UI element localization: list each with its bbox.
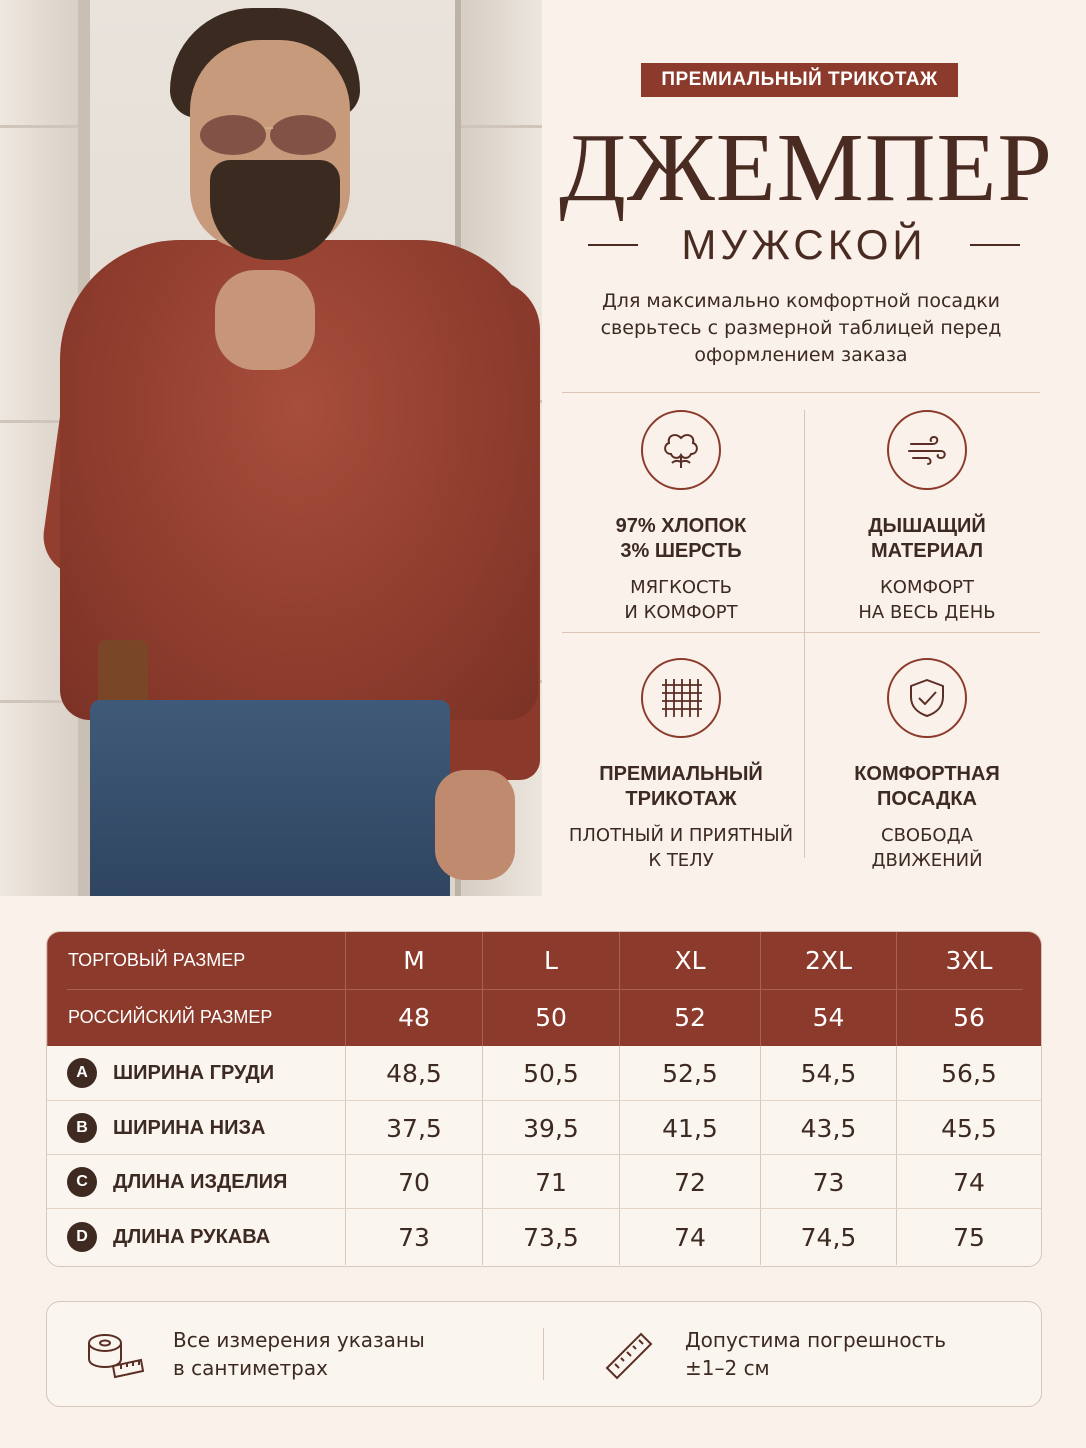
letter-badge: C [67,1167,97,1197]
value-cell: 74,5 [760,1209,896,1265]
feature-knit [561,658,801,873]
table-row [47,1100,1041,1155]
feature-subtitle: МЯГКОСТЬ И КОМФОРТ [624,577,738,623]
feature-title: ПРЕМИАЛЬНЫЙ ТРИКОТАЖ [599,763,763,810]
ru-size-label: РОССИЙСКИЙ РАЗМЕР [47,989,345,1046]
table-row [47,1046,1041,1100]
value-cell: 70 [345,1155,482,1209]
feature-title: КОМФОРТНАЯ ПОСАДКА [854,763,1000,810]
size-table [46,931,1042,1267]
value-cell: 71 [482,1155,619,1209]
premium-badge: ПРЕМИАЛЬНЫЙ ТРИКОТАЖ [641,63,958,97]
letter-badge: A [67,1058,97,1088]
ru-size-row [47,989,1041,1046]
trade-size-row [47,932,1041,989]
feature-composition [561,410,801,625]
note-text: Допустима погрешность ±1–2 см [685,1328,946,1380]
size-cell: XL [619,932,760,989]
product-photo [0,0,542,896]
shield-check-icon [887,658,967,738]
row-label [47,1155,345,1209]
divider [543,1328,544,1380]
feature-subtitle: СВОБОДА ДВИЖЕНИЙ [871,825,983,871]
value-cell: 45,5 [896,1101,1041,1155]
row-label-text: ДЛИНА ИЗДЕЛИЯ [113,1170,288,1193]
letter-badge: B [67,1113,97,1143]
knit-grid-icon [641,658,721,738]
table-row [47,1154,1041,1209]
trade-size-label: ТОРГОВЫЙ РАЗМЕР [47,932,345,989]
value-cell: 48,5 [345,1046,482,1100]
size-cell: 48 [345,989,482,1046]
divider [562,392,1040,393]
value-cell: 50,5 [482,1046,619,1100]
feature-fit [807,658,1047,873]
value-cell: 56,5 [896,1046,1041,1100]
size-cell: 54 [760,989,896,1046]
value-cell: 54,5 [760,1046,896,1100]
divider [804,410,805,858]
value-cell: 73 [345,1209,482,1265]
wind-icon [887,410,967,490]
value-cell: 74 [619,1209,760,1265]
value-cell: 74 [896,1155,1041,1209]
row-label-text: ШИРИНА ГРУДИ [113,1061,275,1084]
feature-subtitle: ПЛОТНЫЙ И ПРИЯТНЫЙ К ТЕЛУ [568,825,794,871]
notes-panel [46,1301,1042,1407]
value-cell: 73 [760,1155,896,1209]
subtitle-row [588,222,1020,268]
value-cell: 73,5 [482,1209,619,1265]
ruler-icon [603,1328,655,1380]
page-subtitle: МУЖСКОЙ [681,221,927,268]
size-cell: M [345,932,482,989]
value-cell: 72 [619,1155,760,1209]
row-label-text: ДЛИНА РУКАВА [113,1225,271,1248]
feature-breathable [807,410,1047,625]
page-title: ДЖЕМПЕР [559,114,1053,222]
value-cell: 75 [896,1209,1041,1265]
feature-title: 97% ХЛОПОК 3% ШЕРСТЬ [615,515,747,562]
size-cell: 3XL [896,932,1041,989]
decor-rule-left [588,244,638,246]
value-cell: 41,5 [619,1101,760,1155]
row-label-text: ШИРИНА НИЗА [113,1116,266,1139]
divider [562,632,1040,633]
measuring-tape-icon [85,1329,145,1379]
feature-title: ДЫШАЩИЙ МАТЕРИАЛ [868,515,986,562]
value-cell: 39,5 [482,1101,619,1155]
letter-badge: D [67,1222,97,1252]
size-cell: 52 [619,989,760,1046]
cotton-flower-icon [641,410,721,490]
note-text: Все измерения указаны в сантиметрах [173,1328,425,1380]
row-label [47,1101,345,1155]
row-label [47,1209,345,1265]
value-cell: 52,5 [619,1046,760,1100]
size-cell: 56 [896,989,1041,1046]
value-cell: 43,5 [760,1101,896,1155]
value-cell: 37,5 [345,1101,482,1155]
size-cell: 50 [482,989,619,1046]
intro-text: Для максимально комфортной посадки сверьтесь с размерной таблицей перед оформлением заказа [600,290,1002,366]
note-tolerance [603,1302,946,1406]
size-cell: 2XL [760,932,896,989]
row-label [47,1046,345,1100]
feature-subtitle: КОМФОРТ НА ВЕСЬ ДЕНЬ [858,577,996,623]
note-units [85,1302,425,1406]
table-row [47,1208,1041,1265]
decor-rule-right [970,244,1020,246]
size-cell: L [482,932,619,989]
